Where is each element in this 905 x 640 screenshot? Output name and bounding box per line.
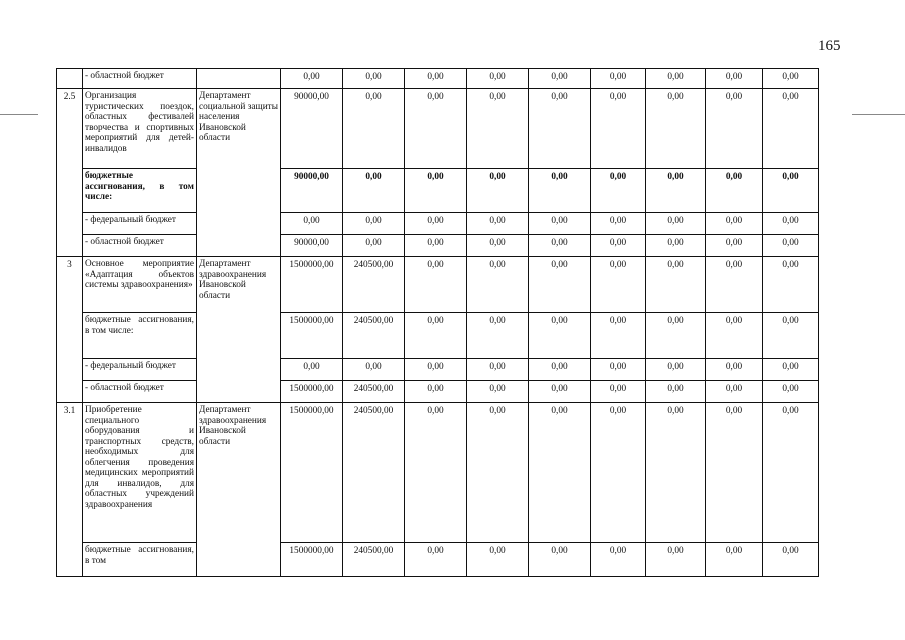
amount-cell: 0,00 [343, 169, 405, 213]
amount-cell: 0,00 [763, 89, 819, 169]
amount-cell: 0,00 [591, 235, 646, 257]
amount-cell: 0,00 [706, 213, 763, 235]
amount-cell: 0,00 [763, 313, 819, 359]
row-index: 2.5 [57, 89, 83, 257]
amount-cell: 0,00 [529, 359, 591, 381]
amount-cell: 240500,00 [343, 257, 405, 313]
amount-cell: 0,00 [343, 69, 405, 89]
amount-cell: 0,00 [343, 213, 405, 235]
responsible-department: Департамент здравоохранения Ивановской области [197, 257, 281, 403]
amount-cell: 0,00 [763, 235, 819, 257]
amount-cell: 0,00 [646, 381, 706, 403]
amount-cell: 1500000,00 [281, 403, 343, 543]
amount-cell: 1500000,00 [281, 313, 343, 359]
amount-cell: 0,00 [467, 381, 529, 403]
amount-cell: 0,00 [281, 213, 343, 235]
amount-cell: 0,00 [467, 235, 529, 257]
amount-cell: 0,00 [467, 213, 529, 235]
amount-cell: 0,00 [763, 69, 819, 89]
amount-cell: 0,00 [529, 213, 591, 235]
funding-source-label: - федеральный бюджет [83, 213, 197, 235]
funding-source-label: - областной бюджет [83, 381, 197, 403]
row-index: 3 [57, 257, 83, 403]
activity-name: Приобретение специального оборудования и транспортных средств, необходимых для облегчения проведения медицинских мероприятий для инвалидов, для областных учреждений здравоохранения [83, 403, 197, 543]
amount-cell: 0,00 [763, 169, 819, 213]
amount-cell: 0,00 [763, 213, 819, 235]
amount-cell: 0,00 [529, 89, 591, 169]
amount-cell: 240500,00 [343, 381, 405, 403]
left-margin-line [0, 114, 38, 115]
amount-cell: 0,00 [646, 403, 706, 543]
amount-cell: 0,00 [706, 69, 763, 89]
amount-cell: 0,00 [763, 403, 819, 543]
amount-cell: 0,00 [467, 169, 529, 213]
amount-cell: 0,00 [591, 543, 646, 577]
amount-cell: 0,00 [467, 313, 529, 359]
amount-cell: 0,00 [467, 257, 529, 313]
table-row-header [57, 89, 819, 169]
amount-cell: 0,00 [281, 359, 343, 381]
amount-cell: 0,00 [646, 89, 706, 169]
amount-cell: 0,00 [706, 257, 763, 313]
funding-source-label: - областной бюджет [83, 69, 197, 89]
amount-cell: 0,00 [343, 235, 405, 257]
responsible-department [197, 69, 281, 89]
table-row [57, 235, 819, 257]
table-row [57, 313, 819, 359]
amount-cell: 0,00 [763, 381, 819, 403]
amount-cell: 0,00 [529, 381, 591, 403]
amount-cell: 0,00 [405, 403, 467, 543]
amount-cell: 0,00 [591, 89, 646, 169]
amount-cell: 0,00 [591, 257, 646, 313]
amount-cell: 0,00 [529, 169, 591, 213]
row-index [57, 69, 83, 89]
amount-cell: 0,00 [646, 543, 706, 577]
amount-cell: 0,00 [591, 403, 646, 543]
table-row-header [57, 403, 819, 543]
amount-cell: 0,00 [405, 169, 467, 213]
budget-table [56, 68, 819, 577]
amount-cell: 0,00 [706, 235, 763, 257]
amount-cell: 0,00 [763, 543, 819, 577]
amount-cell: 0,00 [646, 257, 706, 313]
table-row-header [57, 257, 819, 313]
amount-cell: 240500,00 [343, 543, 405, 577]
activity-name: Организация туристических поездок, областных фестивалей творчества и спортивных мероприятий для детей-инвалидов [83, 89, 197, 169]
amount-cell: 0,00 [591, 359, 646, 381]
amount-cell: 0,00 [529, 69, 591, 89]
amount-cell: 90000,00 [281, 169, 343, 213]
amount-cell: 0,00 [467, 543, 529, 577]
amount-cell: 0,00 [529, 403, 591, 543]
table-row [57, 381, 819, 403]
amount-cell: 0,00 [529, 543, 591, 577]
amount-cell: 1500000,00 [281, 257, 343, 313]
table-row [57, 169, 819, 213]
amount-cell: 0,00 [467, 403, 529, 543]
amount-cell: 0,00 [405, 543, 467, 577]
responsible-department: Департамент социальной защиты населения Ивановской области [197, 89, 281, 257]
amount-cell: 0,00 [591, 313, 646, 359]
amount-cell: 0,00 [706, 169, 763, 213]
amount-cell: 0,00 [646, 69, 706, 89]
funding-source-label: - федеральный бюджет [83, 359, 197, 381]
amount-cell: 0,00 [763, 257, 819, 313]
amount-cell: 90000,00 [281, 89, 343, 169]
amount-cell: 0,00 [405, 213, 467, 235]
amount-cell: 0,00 [706, 89, 763, 169]
amount-cell: 0,00 [591, 213, 646, 235]
table-row [57, 359, 819, 381]
amount-cell: 0,00 [343, 89, 405, 169]
amount-cell: 0,00 [467, 89, 529, 169]
funding-source-label: бюджетные ассигнования, в том [83, 543, 197, 577]
funding-source-label: бюджетные ассигнования, в том числе: [83, 313, 197, 359]
amount-cell: 0,00 [343, 359, 405, 381]
amount-cell: 0,00 [529, 257, 591, 313]
amount-cell: 0,00 [591, 169, 646, 213]
amount-cell: 0,00 [646, 359, 706, 381]
amount-cell: 0,00 [706, 403, 763, 543]
amount-cell: 0,00 [591, 381, 646, 403]
amount-cell: 0,00 [591, 69, 646, 89]
activity-name: Основное мероприятие «Адаптация объектов системы здравоохранения» [83, 257, 197, 313]
amount-cell: 1500000,00 [281, 381, 343, 403]
amount-cell: 0,00 [646, 313, 706, 359]
funding-source-label: - областной бюджет [83, 235, 197, 257]
amount-cell: 0,00 [646, 235, 706, 257]
amount-cell: 240500,00 [343, 403, 405, 543]
amount-cell: 0,00 [529, 313, 591, 359]
amount-cell: 0,00 [467, 359, 529, 381]
amount-cell: 0,00 [405, 257, 467, 313]
amount-cell: 0,00 [706, 359, 763, 381]
amount-cell: 0,00 [467, 69, 529, 89]
amount-cell: 0,00 [646, 213, 706, 235]
amount-cell: 1500000,00 [281, 543, 343, 577]
amount-cell: 0,00 [281, 69, 343, 89]
amount-cell: 0,00 [405, 89, 467, 169]
amount-cell: 0,00 [706, 543, 763, 577]
amount-cell: 0,00 [646, 169, 706, 213]
amount-cell: 0,00 [405, 235, 467, 257]
amount-cell: 0,00 [405, 381, 467, 403]
amount-cell: 0,00 [763, 359, 819, 381]
table-row [57, 69, 819, 89]
amount-cell: 0,00 [529, 235, 591, 257]
page-number: 165 [818, 38, 841, 54]
responsible-department: Департамент здравоохранения Ивановской области [197, 403, 281, 577]
table-row [57, 213, 819, 235]
table-row [57, 543, 819, 577]
amount-cell: 240500,00 [343, 313, 405, 359]
amount-cell: 0,00 [706, 313, 763, 359]
funding-source-label: бюджетные ассигнования, в том числе: [83, 169, 197, 213]
amount-cell: 0,00 [405, 69, 467, 89]
amount-cell: 0,00 [706, 381, 763, 403]
amount-cell: 0,00 [405, 313, 467, 359]
right-margin-line [852, 114, 905, 115]
amount-cell: 90000,00 [281, 235, 343, 257]
amount-cell: 0,00 [405, 359, 467, 381]
row-index: 3.1 [57, 403, 83, 577]
